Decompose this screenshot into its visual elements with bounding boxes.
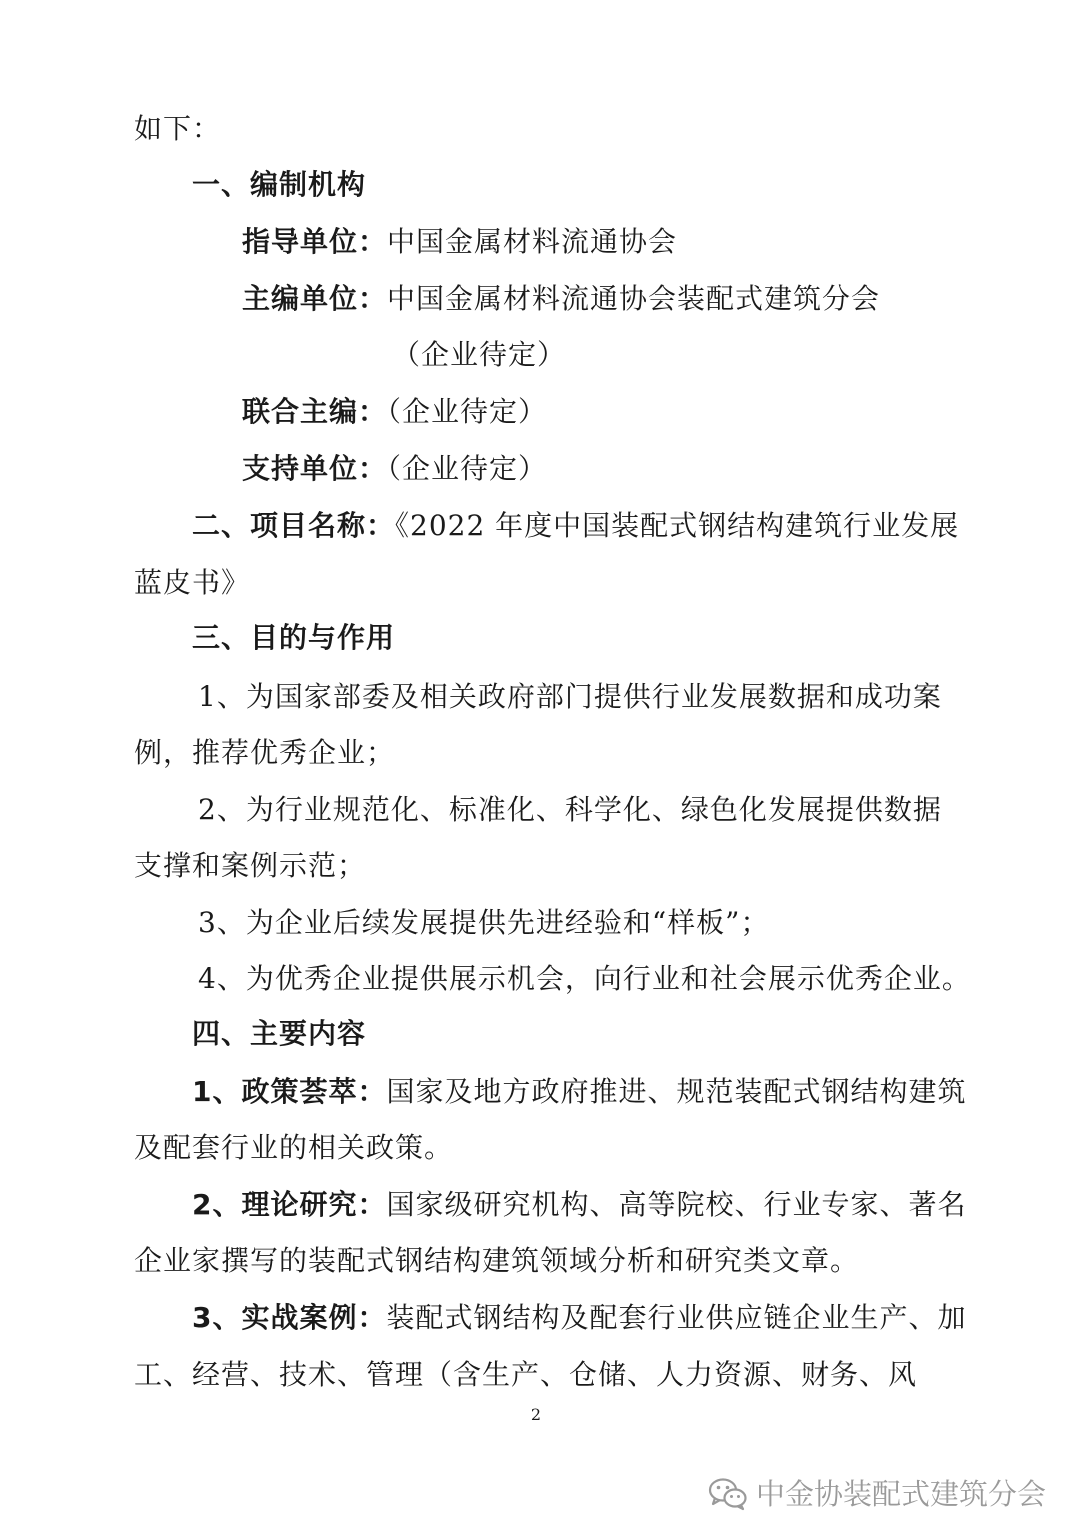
content-item-2-label: 2、理论研究： bbox=[192, 1188, 387, 1221]
section-1-heading: 一、编制机构 bbox=[192, 168, 367, 201]
watermark bbox=[708, 1472, 1046, 1516]
section-4-heading: 四、主要内容 bbox=[192, 1017, 367, 1050]
section-2-heading: 二、项目名称： bbox=[192, 509, 396, 542]
chief-unit-label: 主编单位： bbox=[242, 282, 388, 315]
content-item-1-cont: 及配套行业的相关政策。 bbox=[134, 1131, 454, 1164]
support-unit-value: （企业待定） bbox=[387, 452, 548, 485]
section-3-heading: 三、目的与作用 bbox=[192, 621, 396, 654]
content-item-1-text: 国家及地方政府推进、规范装配式钢结构建筑 bbox=[386, 1075, 967, 1108]
content-item-3-label: 3、实战案例： bbox=[192, 1301, 387, 1334]
content-item-2-cont: 企业家撰写的装配式钢结构建筑领域分析和研究类文章。 bbox=[134, 1244, 860, 1277]
project-name-row bbox=[192, 506, 959, 546]
joint-editor-row bbox=[242, 392, 547, 432]
watermark-text: 中金协装配式建筑分会 bbox=[755, 1477, 1046, 1511]
purpose-item-1-cont: 例，推荐优秀企业； bbox=[134, 736, 396, 769]
purpose-item-1: 1、为国家部委及相关政府部门提供行业发展数据和成功案 bbox=[198, 680, 942, 713]
content-item-3-text: 装配式钢结构及配套行业供应链企业生产、加 bbox=[386, 1301, 967, 1334]
support-unit-label: 支持单位： bbox=[242, 452, 388, 485]
content-item-2-text: 国家级研究机构、高等院校、行业专家、著名 bbox=[386, 1188, 967, 1221]
content-item-2 bbox=[192, 1185, 967, 1225]
project-name-value: 《2022 年度中国装配式钢结构建筑行业发展 bbox=[395, 509, 960, 542]
joint-editor-value: （企业待定） bbox=[387, 395, 548, 428]
purpose-item-2-cont: 支撑和案例示范； bbox=[134, 849, 367, 882]
content-item-1 bbox=[192, 1072, 967, 1112]
guide-unit-row bbox=[242, 222, 677, 262]
purpose-item-4: 4、为优秀企业提供展示机会，向行业和社会展示优秀企业。 bbox=[198, 962, 971, 995]
content-item-1-label: 1、政策荟萃： bbox=[192, 1075, 387, 1108]
intro-text: 如下： bbox=[134, 112, 222, 145]
chief-unit-value: 中国金属材料流通协会装配式建筑分会 bbox=[387, 282, 881, 315]
guide-unit-label: 指导单位： bbox=[242, 225, 388, 258]
wechat-icon bbox=[708, 1477, 748, 1511]
chief-unit-row bbox=[242, 279, 880, 319]
purpose-item-2: 2、为行业规范化、标准化、科学化、绿色化发展提供数据 bbox=[198, 793, 942, 826]
support-unit-row bbox=[242, 449, 547, 489]
guide-unit-value: 中国金属材料流通协会 bbox=[387, 225, 678, 258]
purpose-item-3: 3、为企业后续发展提供先进经验和“样板”； bbox=[198, 906, 770, 939]
page-number: 2 bbox=[530, 1405, 542, 1424]
chief-unit-value-2: （企业待定） bbox=[392, 338, 567, 371]
joint-editor-label: 联合主编： bbox=[242, 395, 388, 428]
project-name-value-2: 蓝皮书》 bbox=[134, 566, 251, 599]
content-item-3 bbox=[192, 1298, 967, 1338]
content-item-3-cont: 工、经营、技术、管理（含生产、仓储、人力资源、财务、风 bbox=[134, 1358, 918, 1391]
